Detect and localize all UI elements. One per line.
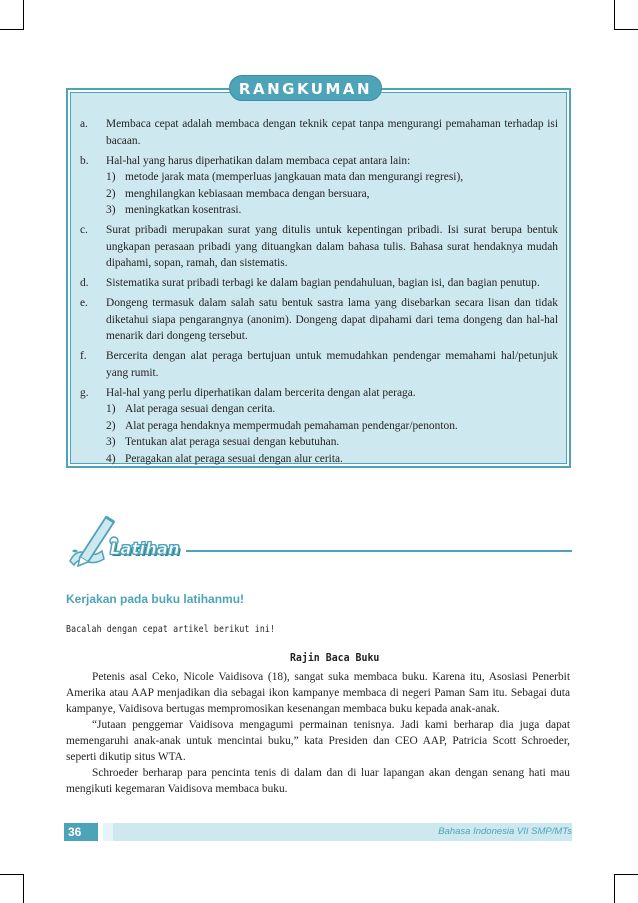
summary-item-e	[80, 295, 558, 345]
latihan-divider	[186, 550, 572, 552]
crop-mark-bottom-left-v	[23, 874, 24, 903]
sub-item-number: 2)	[106, 419, 116, 432]
summary-title: RANGKUMAN	[229, 75, 382, 101]
summary-sub-item	[106, 186, 558, 203]
crop-mark-bottom-left-h	[0, 874, 24, 875]
summary-sub-item	[106, 418, 558, 435]
summary-item-letter: g.	[80, 386, 89, 399]
sub-item-text: Alat peraga sesuai dengan cerita.	[125, 403, 276, 415]
summary-sub-list	[106, 169, 558, 219]
summary-sub-item	[106, 434, 558, 451]
latihan-label: Latihan	[110, 539, 180, 558]
summary-item-f	[80, 348, 558, 381]
summary-item-letter: d.	[80, 277, 89, 289]
sub-item-text: Alat peraga hendaknya mempermudah pemahaman pendengar/penonton.	[125, 419, 458, 432]
summary-sub-item	[106, 451, 558, 468]
sub-item-number: 3)	[106, 204, 116, 216]
summary-item-b	[80, 153, 558, 219]
article-title-text: Rajin Baca Buku	[290, 651, 380, 664]
summary-sub-item	[106, 169, 558, 186]
summary-item-a	[80, 116, 558, 149]
sub-item-number: 4)	[106, 452, 116, 465]
summary-sub-list	[106, 401, 558, 467]
summary-item-d	[80, 275, 558, 292]
crop-mark-bottom-right-v	[614, 874, 615, 903]
summary-list	[80, 116, 558, 471]
article-paragraph: “Jutaan penggemar Vaidisova mengagumi permainan tenisnya. Jadi kami berharap dia juga dapat memengaruhi anak-anak untuk mencintai buku,” kata Presiden dan CEO AAP, Patricia Scott Schroeder, seperti dikutip situs WTA.	[66, 719, 570, 763]
crop-mark-top-right-h	[614, 29, 638, 30]
sub-item-number: 2)	[106, 187, 116, 200]
sub-item-number: 1)	[106, 403, 116, 415]
summary-item-text: Sistematika surat pribadi terbagi ke dalam bagian pendahuluan, bagian isi, dan bagian penutup.	[106, 277, 540, 289]
sub-item-text: Tentukan alat peraga sesuai dengan kebutuhan.	[125, 436, 340, 448]
sub-item-text: meningkatkan kosentrasi.	[125, 204, 242, 216]
summary-item-letter: e.	[80, 297, 88, 309]
article-body	[66, 669, 570, 797]
page-number: 36	[64, 823, 98, 841]
crop-mark-top-left-h	[0, 29, 24, 30]
article-title	[0, 651, 638, 664]
summary-item-text: Dongeng termasuk dalam salah satu bentuk sastra lama yang disebarkan secara lisan dan tidak diketahui siapa pengarangnya (anonim). Dongeng dapat dipahami dari tema dongeng dan hal-hal menarik dari dongeng tersebut.	[106, 297, 558, 342]
summary-sub-item	[106, 202, 558, 219]
summary-item-letter: a.	[80, 118, 88, 130]
summary-item-letter: c.	[80, 224, 88, 236]
sub-item-number: 3)	[106, 436, 116, 448]
summary-item-text: Bercerita dengan alat peraga bertujuan untuk memudahkan pendengar memahami hal/petunjuk yang rumit.	[106, 350, 558, 379]
crop-mark-bottom-right-h	[614, 874, 638, 875]
summary-item-g	[80, 385, 558, 468]
summary-item-c	[80, 222, 558, 272]
article-paragraph: Schroeder berharap para pencinta tenis di dalam dan di luar lapangan akan dengan senang hati mau mengikuti kegemaran Vaidisova membaca buku.	[66, 767, 570, 795]
crop-mark-top-left-v	[23, 0, 24, 30]
sub-item-text: menghilangkan kebiasaan membaca dengan bersuara,	[125, 187, 370, 200]
article-paragraph: Petenis asal Ceko, Nicole Vaidisova (18), sangat suka membaca buku. Karena itu, Asosiasi Penerbit Amerika atau AAP menjadikan dia sebagai ikon kampanye membaca di negeri Paman Sam itu. Sebagai duta kampanye, Vaidisova bertugas mempromosikan kesenangan membaca buku kepada anak-anak.	[66, 671, 570, 715]
sub-item-number: 1)	[106, 171, 116, 183]
crop-mark-top-right-v	[614, 0, 615, 30]
summary-item-letter: f.	[80, 350, 87, 362]
summary-item-text: Surat pribadi merupakan surat yang ditulis untuk kepentingan pribadi. Isi surat berupa bentuk ungkapan perasaan pribadi yang dituangkan dalam bahasa tulis. Bahasa surat hendaknya mudah dipahami, sopan, ramah, dan sistematis.	[106, 224, 558, 269]
sub-instruction: Bacalah dengan cepat artikel berikut ini!	[66, 624, 276, 635]
summary-item-text: Hal-hal yang harus diperhatikan dalam membaca cepat antara lain:	[106, 154, 411, 167]
sub-item-text: Peragakan alat peraga sesuai dengan alur cerita.	[125, 452, 343, 465]
summary-item-text: Hal-hal yang perlu diperhatikan dalam bercerita dengan alat peraga.	[106, 386, 416, 399]
summary-sub-item	[106, 401, 558, 418]
sub-item-text: metode jarak mata (memperluas jangkauan mata dan mengurangi regresi),	[125, 171, 464, 183]
instruction: Kerjakan pada buku latihanmu!	[66, 592, 245, 606]
summary-item-text: Membaca cepat adalah membaca dengan teknik cepat tanpa mengurangi pemahaman terhadap isi bacaan.	[106, 118, 558, 147]
summary-item-letter: b.	[80, 154, 89, 167]
footer-book-title: Bahasa Indonesia VII SMP/MTs	[438, 826, 572, 837]
